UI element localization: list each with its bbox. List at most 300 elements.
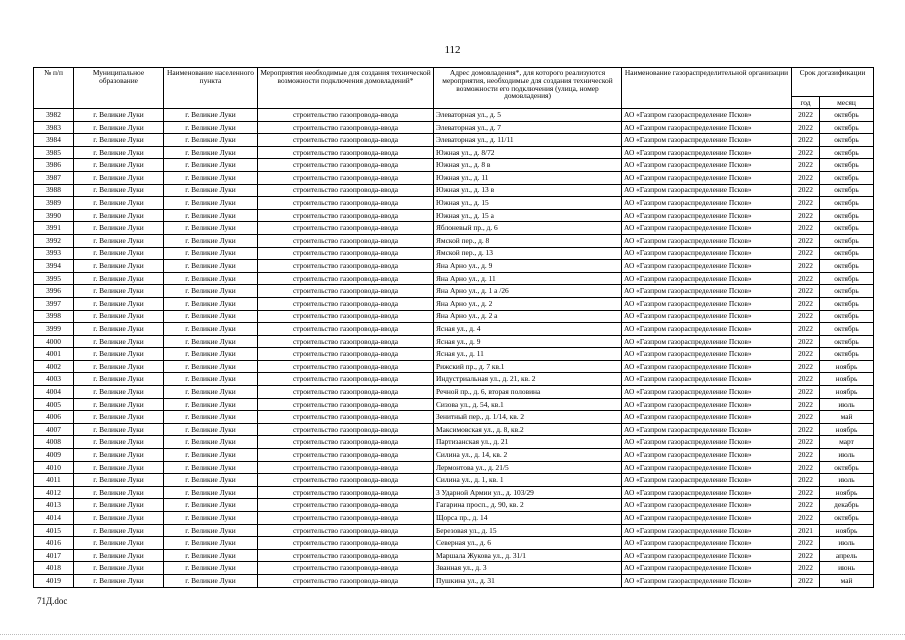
locality-cell: г. Великие Луки: [164, 272, 258, 285]
measure-cell: строительство газопровода-ввода: [258, 310, 434, 323]
month-cell: октябрь: [820, 512, 874, 525]
table-row: [34, 159, 874, 172]
address-cell: Яна Арно ул., д. 11: [434, 272, 622, 285]
locality-cell: г. Великие Луки: [164, 171, 258, 184]
municipality-cell: г. Великие Луки: [74, 423, 164, 436]
address-cell: Зенитный пер., д. 1/14, кв. 2: [434, 411, 622, 424]
organization-cell: АО «Газпром газораспределение Псков»: [622, 398, 792, 411]
municipality-cell: г. Великие Луки: [74, 486, 164, 499]
measure-cell: строительство газопровода-ввода: [258, 499, 434, 512]
row-number: 4015: [34, 524, 74, 537]
locality-cell: г. Великие Луки: [164, 360, 258, 373]
locality-cell: г. Великие Луки: [164, 121, 258, 134]
row-number: 3998: [34, 310, 74, 323]
locality-cell: г. Великие Луки: [164, 297, 258, 310]
measure-cell: строительство газопровода-ввода: [258, 159, 434, 172]
year-cell: 2022: [792, 335, 820, 348]
organization-cell: АО «Газпром газораспределение Псков»: [622, 386, 792, 399]
row-number: 4003: [34, 373, 74, 386]
measure-cell: строительство газопровода-ввода: [258, 121, 434, 134]
locality-cell: г. Великие Луки: [164, 285, 258, 298]
year-cell: 2022: [792, 360, 820, 373]
organization-cell: АО «Газпром газораспределение Псков»: [622, 474, 792, 487]
address-cell: Северная ул., д. 6: [434, 537, 622, 550]
table-row: [34, 499, 874, 512]
month-cell: ноябрь: [820, 524, 874, 537]
year-cell: 2022: [792, 323, 820, 336]
year-cell: 2022: [792, 486, 820, 499]
row-number: 3988: [34, 184, 74, 197]
organization-cell: АО «Газпром газораспределение Псков»: [622, 323, 792, 336]
organization-cell: АО «Газпром газораспределение Псков»: [622, 234, 792, 247]
table-row: [34, 562, 874, 575]
address-cell: Элеваторная ул., д. 11/11: [434, 134, 622, 147]
month-cell: июнь: [820, 562, 874, 575]
month-cell: октябрь: [820, 222, 874, 235]
municipality-cell: г. Великие Луки: [74, 247, 164, 260]
municipality-cell: г. Великие Луки: [74, 222, 164, 235]
header-num: № п/п: [34, 68, 74, 109]
locality-cell: г. Великие Луки: [164, 537, 258, 550]
locality-cell: г. Великие Луки: [164, 222, 258, 235]
year-cell: 2022: [792, 121, 820, 134]
table-row: [34, 146, 874, 159]
year-cell: 2022: [792, 222, 820, 235]
organization-cell: АО «Газпром газораспределение Псков»: [622, 260, 792, 273]
measure-cell: строительство газопровода-ввода: [258, 411, 434, 424]
organization-cell: АО «Газпром газораспределение Псков»: [622, 449, 792, 462]
row-number: 3986: [34, 159, 74, 172]
year-cell: 2022: [792, 109, 820, 122]
locality-cell: г. Великие Луки: [164, 474, 258, 487]
row-number: 4002: [34, 360, 74, 373]
table-row: [34, 121, 874, 134]
row-number: 4016: [34, 537, 74, 550]
month-cell: октябрь: [820, 323, 874, 336]
row-number: 3997: [34, 297, 74, 310]
row-number: 3995: [34, 272, 74, 285]
table-row: [34, 574, 874, 587]
municipality-cell: г. Великие Луки: [74, 184, 164, 197]
address-cell: Силина ул., д. 1, кв. 1: [434, 474, 622, 487]
table-row: [34, 512, 874, 525]
table-row: [34, 297, 874, 310]
month-cell: ноябрь: [820, 486, 874, 499]
municipality-cell: г. Великие Луки: [74, 121, 164, 134]
address-cell: Пушкина ул., д. 31: [434, 574, 622, 587]
address-cell: Лермонтова ул., д. 21/5: [434, 461, 622, 474]
address-cell: Яна Арно ул., д. 1 а /26: [434, 285, 622, 298]
table-row: [34, 461, 874, 474]
table-row: [34, 222, 874, 235]
year-cell: 2022: [792, 272, 820, 285]
address-cell: Южная ул., д. 8/72: [434, 146, 622, 159]
year-cell: 2022: [792, 411, 820, 424]
year-cell: 2022: [792, 159, 820, 172]
header-address: Адрес домовладения*, для которого реализуются мероприятия, необходимые для создания технической возможности его подключения (улица, номер домовладения): [434, 68, 622, 109]
month-cell: октябрь: [820, 260, 874, 273]
address-cell: Силина ул., д. 14, кв. 2: [434, 449, 622, 462]
header-locality: Наименование населенного пункта: [164, 68, 258, 109]
measure-cell: строительство газопровода-ввода: [258, 348, 434, 361]
row-number: 3993: [34, 247, 74, 260]
table-row: [34, 197, 874, 210]
month-cell: октябрь: [820, 310, 874, 323]
row-number: 3996: [34, 285, 74, 298]
organization-cell: АО «Газпром газораспределение Псков»: [622, 285, 792, 298]
municipality-cell: г. Великие Луки: [74, 574, 164, 587]
locality-cell: г. Великие Луки: [164, 436, 258, 449]
year-cell: 2022: [792, 512, 820, 525]
month-cell: апрель: [820, 549, 874, 562]
organization-cell: АО «Газпром газораспределение Псков»: [622, 184, 792, 197]
row-number: 4009: [34, 449, 74, 462]
address-cell: Березовая ул., д. 15: [434, 524, 622, 537]
municipality-cell: г. Великие Луки: [74, 499, 164, 512]
municipality-cell: г. Великие Луки: [74, 171, 164, 184]
table-row: [34, 348, 874, 361]
locality-cell: г. Великие Луки: [164, 184, 258, 197]
locality-cell: г. Великие Луки: [164, 310, 258, 323]
organization-cell: АО «Газпром газораспределение Псков»: [622, 562, 792, 575]
address-cell: Ямской пер., д. 13: [434, 247, 622, 260]
organization-cell: АО «Газпром газораспределение Псков»: [622, 222, 792, 235]
locality-cell: г. Великие Луки: [164, 461, 258, 474]
page-number: 112: [444, 44, 461, 56]
table-row: [34, 285, 874, 298]
organization-cell: АО «Газпром газораспределение Псков»: [622, 574, 792, 587]
organization-cell: АО «Газпром газораспределение Псков»: [622, 423, 792, 436]
organization-cell: АО «Газпром газораспределение Псков»: [622, 171, 792, 184]
measure-cell: строительство газопровода-ввода: [258, 109, 434, 122]
organization-cell: АО «Газпром газораспределение Псков»: [622, 461, 792, 474]
month-cell: октябрь: [820, 272, 874, 285]
municipality-cell: г. Великие Луки: [74, 335, 164, 348]
organization-cell: АО «Газпром газораспределение Псков»: [622, 335, 792, 348]
row-number: 3990: [34, 209, 74, 222]
year-cell: 2022: [792, 474, 820, 487]
measure-cell: строительство газопровода-ввода: [258, 146, 434, 159]
measure-cell: строительство газопровода-ввода: [258, 373, 434, 386]
address-cell: Южная ул., д. 11: [434, 171, 622, 184]
municipality-cell: г. Великие Луки: [74, 197, 164, 210]
year-cell: 2022: [792, 348, 820, 361]
table-row: [34, 335, 874, 348]
municipality-cell: г. Великие Луки: [74, 398, 164, 411]
table-row: [34, 184, 874, 197]
locality-cell: г. Великие Луки: [164, 335, 258, 348]
address-cell: Максимовская ул., д. 8, кв.2: [434, 423, 622, 436]
year-cell: 2022: [792, 310, 820, 323]
organization-cell: АО «Газпром газораспределение Псков»: [622, 310, 792, 323]
address-cell: Маршала Жукова ул., д. 31/1: [434, 549, 622, 562]
measure-cell: строительство газопровода-ввода: [258, 549, 434, 562]
year-cell: 2022: [792, 197, 820, 210]
measure-cell: строительство газопровода-ввода: [258, 512, 434, 525]
month-cell: октябрь: [820, 171, 874, 184]
municipality-cell: г. Великие Луки: [74, 449, 164, 462]
month-cell: октябрь: [820, 234, 874, 247]
header-measures: Мероприятия необходимые для создания технической возможности подключения домовладений*: [258, 68, 434, 109]
organization-cell: АО «Газпром газораспределение Псков»: [622, 512, 792, 525]
year-cell: 2022: [792, 386, 820, 399]
month-cell: октябрь: [820, 209, 874, 222]
row-number: 4011: [34, 474, 74, 487]
address-cell: Речной пр., д. 6, вторая половина: [434, 386, 622, 399]
month-cell: октябрь: [820, 247, 874, 260]
year-cell: 2022: [792, 461, 820, 474]
address-cell: Элеваторная ул., д. 7: [434, 121, 622, 134]
month-cell: ноябрь: [820, 373, 874, 386]
organization-cell: АО «Газпром газораспределение Псков»: [622, 159, 792, 172]
row-number: 3994: [34, 260, 74, 273]
table-row: [34, 386, 874, 399]
month-cell: октябрь: [820, 297, 874, 310]
municipality-cell: г. Великие Луки: [74, 209, 164, 222]
table-row: [34, 234, 874, 247]
measure-cell: строительство газопровода-ввода: [258, 272, 434, 285]
table-row: [34, 436, 874, 449]
table-row: [34, 373, 874, 386]
measure-cell: строительство газопровода-ввода: [258, 436, 434, 449]
locality-cell: г. Великие Луки: [164, 234, 258, 247]
locality-cell: г. Великие Луки: [164, 512, 258, 525]
organization-cell: АО «Газпром газораспределение Псков»: [622, 348, 792, 361]
table-row: [34, 323, 874, 336]
row-number: 4006: [34, 411, 74, 424]
locality-cell: г. Великие Луки: [164, 398, 258, 411]
table-row: [34, 260, 874, 273]
month-cell: октябрь: [820, 348, 874, 361]
locality-cell: г. Великие Луки: [164, 260, 258, 273]
organization-cell: АО «Газпром газораспределение Псков»: [622, 486, 792, 499]
year-cell: 2022: [792, 260, 820, 273]
locality-cell: г. Великие Луки: [164, 499, 258, 512]
locality-cell: г. Великие Луки: [164, 486, 258, 499]
locality-cell: г. Великие Луки: [164, 449, 258, 462]
year-cell: 2022: [792, 398, 820, 411]
organization-cell: АО «Газпром газораспределение Псков»: [622, 373, 792, 386]
measure-cell: строительство газопровода-ввода: [258, 285, 434, 298]
organization-cell: АО «Газпром газораспределение Псков»: [622, 360, 792, 373]
month-cell: октябрь: [820, 461, 874, 474]
table-row: [34, 209, 874, 222]
organization-cell: АО «Газпром газораспределение Псков»: [622, 247, 792, 260]
municipality-cell: г. Великие Луки: [74, 386, 164, 399]
year-cell: 2022: [792, 297, 820, 310]
municipality-cell: г. Великие Луки: [74, 562, 164, 575]
measure-cell: строительство газопровода-ввода: [258, 184, 434, 197]
table-row: [34, 398, 874, 411]
address-cell: Южная ул., д. 15: [434, 197, 622, 210]
address-cell: Ямской пер., д. 8: [434, 234, 622, 247]
municipality-cell: г. Великие Луки: [74, 134, 164, 147]
month-cell: октябрь: [820, 197, 874, 210]
file-name: 71Д.doc: [37, 596, 68, 606]
organization-cell: АО «Газпром газораспределение Псков»: [622, 272, 792, 285]
year-cell: 2022: [792, 209, 820, 222]
table-row: [34, 134, 874, 147]
table-row: [34, 524, 874, 537]
year-cell: 2022: [792, 373, 820, 386]
address-cell: Яблоневый пр., д. 6: [434, 222, 622, 235]
address-cell: Южная ул., д. 8 в: [434, 159, 622, 172]
month-cell: октябрь: [820, 146, 874, 159]
address-cell: Щорса пр., д. 14: [434, 512, 622, 525]
table-row: [34, 474, 874, 487]
municipality-cell: г. Великие Луки: [74, 310, 164, 323]
row-number: 3991: [34, 222, 74, 235]
row-number: 4008: [34, 436, 74, 449]
row-number: 4000: [34, 335, 74, 348]
year-cell: 2022: [792, 423, 820, 436]
table-row: [34, 310, 874, 323]
year-cell: 2022: [792, 549, 820, 562]
row-number: 3984: [34, 134, 74, 147]
locality-cell: г. Великие Луки: [164, 373, 258, 386]
address-cell: 3 Ударной Армии ул., д. 103/29: [434, 486, 622, 499]
measure-cell: строительство газопровода-ввода: [258, 209, 434, 222]
month-cell: октябрь: [820, 121, 874, 134]
municipality-cell: г. Великие Луки: [74, 146, 164, 159]
address-cell: Званная ул., д. 3: [434, 562, 622, 575]
table-row: [34, 171, 874, 184]
municipality-cell: г. Великие Луки: [74, 537, 164, 550]
row-number: 4007: [34, 423, 74, 436]
municipality-cell: г. Великие Луки: [74, 436, 164, 449]
month-cell: декабрь: [820, 499, 874, 512]
address-cell: Элеваторная ул., д. 5: [434, 109, 622, 122]
year-cell: 2022: [792, 499, 820, 512]
month-cell: октябрь: [820, 159, 874, 172]
address-cell: Яна Арно ул., д. 2: [434, 297, 622, 310]
locality-cell: г. Великие Луки: [164, 524, 258, 537]
locality-cell: г. Великие Луки: [164, 386, 258, 399]
month-cell: май: [820, 411, 874, 424]
measure-cell: строительство газопровода-ввода: [258, 537, 434, 550]
municipality-cell: г. Великие Луки: [74, 323, 164, 336]
municipality-cell: г. Великие Луки: [74, 297, 164, 310]
scan-edge-divider: [0, 634, 905, 636]
row-number: 4013: [34, 499, 74, 512]
organization-cell: АО «Газпром газораспределение Псков»: [622, 146, 792, 159]
locality-cell: г. Великие Луки: [164, 146, 258, 159]
table-row: [34, 449, 874, 462]
measure-cell: строительство газопровода-ввода: [258, 562, 434, 575]
measure-cell: строительство газопровода-ввода: [258, 234, 434, 247]
month-cell: июль: [820, 537, 874, 550]
measure-cell: строительство газопровода-ввода: [258, 524, 434, 537]
municipality-cell: г. Великие Луки: [74, 549, 164, 562]
municipality-cell: г. Великие Луки: [74, 411, 164, 424]
organization-cell: АО «Газпром газораспределение Псков»: [622, 209, 792, 222]
address-cell: Южная ул., д. 13 в: [434, 184, 622, 197]
table-body: [34, 109, 874, 588]
measure-cell: строительство газопровода-ввода: [258, 297, 434, 310]
measure-cell: строительство газопровода-ввода: [258, 134, 434, 147]
locality-cell: г. Великие Луки: [164, 348, 258, 361]
year-cell: 2022: [792, 537, 820, 550]
measure-cell: строительство газопровода-ввода: [258, 449, 434, 462]
municipality-cell: г. Великие Луки: [74, 512, 164, 525]
locality-cell: г. Великие Луки: [164, 134, 258, 147]
month-cell: ноябрь: [820, 423, 874, 436]
month-cell: октябрь: [820, 109, 874, 122]
header-municipality: Муниципальное образование: [74, 68, 164, 109]
municipality-cell: г. Великие Луки: [74, 109, 164, 122]
locality-cell: г. Великие Луки: [164, 562, 258, 575]
header-month: месяц: [820, 97, 874, 109]
table-row: [34, 109, 874, 122]
table-row: [34, 423, 874, 436]
table-row: [34, 549, 874, 562]
address-cell: Гагарина просп., д. 90, кв. 2: [434, 499, 622, 512]
organization-cell: АО «Газпром газораспределение Псков»: [622, 121, 792, 134]
year-cell: 2022: [792, 134, 820, 147]
row-number: 3983: [34, 121, 74, 134]
organization-cell: АО «Газпром газораспределение Псков»: [622, 297, 792, 310]
address-cell: Ясная ул., д. 11: [434, 348, 622, 361]
measure-cell: строительство газопровода-ввода: [258, 171, 434, 184]
month-cell: март: [820, 436, 874, 449]
header-deadline: Срок догазификации: [792, 68, 874, 97]
municipality-cell: г. Великие Луки: [74, 524, 164, 537]
measure-cell: строительство газопровода-ввода: [258, 360, 434, 373]
year-cell: 2022: [792, 184, 820, 197]
locality-cell: г. Великие Луки: [164, 209, 258, 222]
organization-cell: АО «Газпром газораспределение Псков»: [622, 549, 792, 562]
locality-cell: г. Великие Луки: [164, 549, 258, 562]
year-cell: 2022: [792, 562, 820, 575]
measure-cell: строительство газопровода-ввода: [258, 323, 434, 336]
year-cell: 2022: [792, 146, 820, 159]
measure-cell: строительство газопровода-ввода: [258, 486, 434, 499]
locality-cell: г. Великие Луки: [164, 159, 258, 172]
table-row: [34, 247, 874, 260]
address-cell: Сизова ул., д. 54, кв.1: [434, 398, 622, 411]
address-cell: Яна Арно ул., д. 9: [434, 260, 622, 273]
municipality-cell: г. Великие Луки: [74, 373, 164, 386]
table-row: [34, 411, 874, 424]
month-cell: май: [820, 574, 874, 587]
month-cell: октябрь: [820, 285, 874, 298]
row-number: 4018: [34, 562, 74, 575]
year-cell: 2022: [792, 285, 820, 298]
table-header: [34, 68, 874, 109]
month-cell: октябрь: [820, 184, 874, 197]
month-cell: октябрь: [820, 134, 874, 147]
table-row: [34, 272, 874, 285]
locality-cell: г. Великие Луки: [164, 109, 258, 122]
month-cell: ноябрь: [820, 360, 874, 373]
month-cell: июль: [820, 398, 874, 411]
row-number: 4019: [34, 574, 74, 587]
municipality-cell: г. Великие Луки: [74, 159, 164, 172]
year-cell: 2022: [792, 234, 820, 247]
locality-cell: г. Великие Луки: [164, 423, 258, 436]
row-number: 3982: [34, 109, 74, 122]
address-cell: Рижский пр., д. 7 кв.1: [434, 360, 622, 373]
organization-cell: АО «Газпром газораспределение Псков»: [622, 109, 792, 122]
municipality-cell: г. Великие Луки: [74, 360, 164, 373]
address-cell: Индустриальная ул., д. 21, кв. 2: [434, 373, 622, 386]
locality-cell: г. Великие Луки: [164, 247, 258, 260]
locality-cell: г. Великие Луки: [164, 574, 258, 587]
row-number: 4004: [34, 386, 74, 399]
municipality-cell: г. Великие Луки: [74, 260, 164, 273]
measure-cell: строительство газопровода-ввода: [258, 574, 434, 587]
table-row: [34, 360, 874, 373]
